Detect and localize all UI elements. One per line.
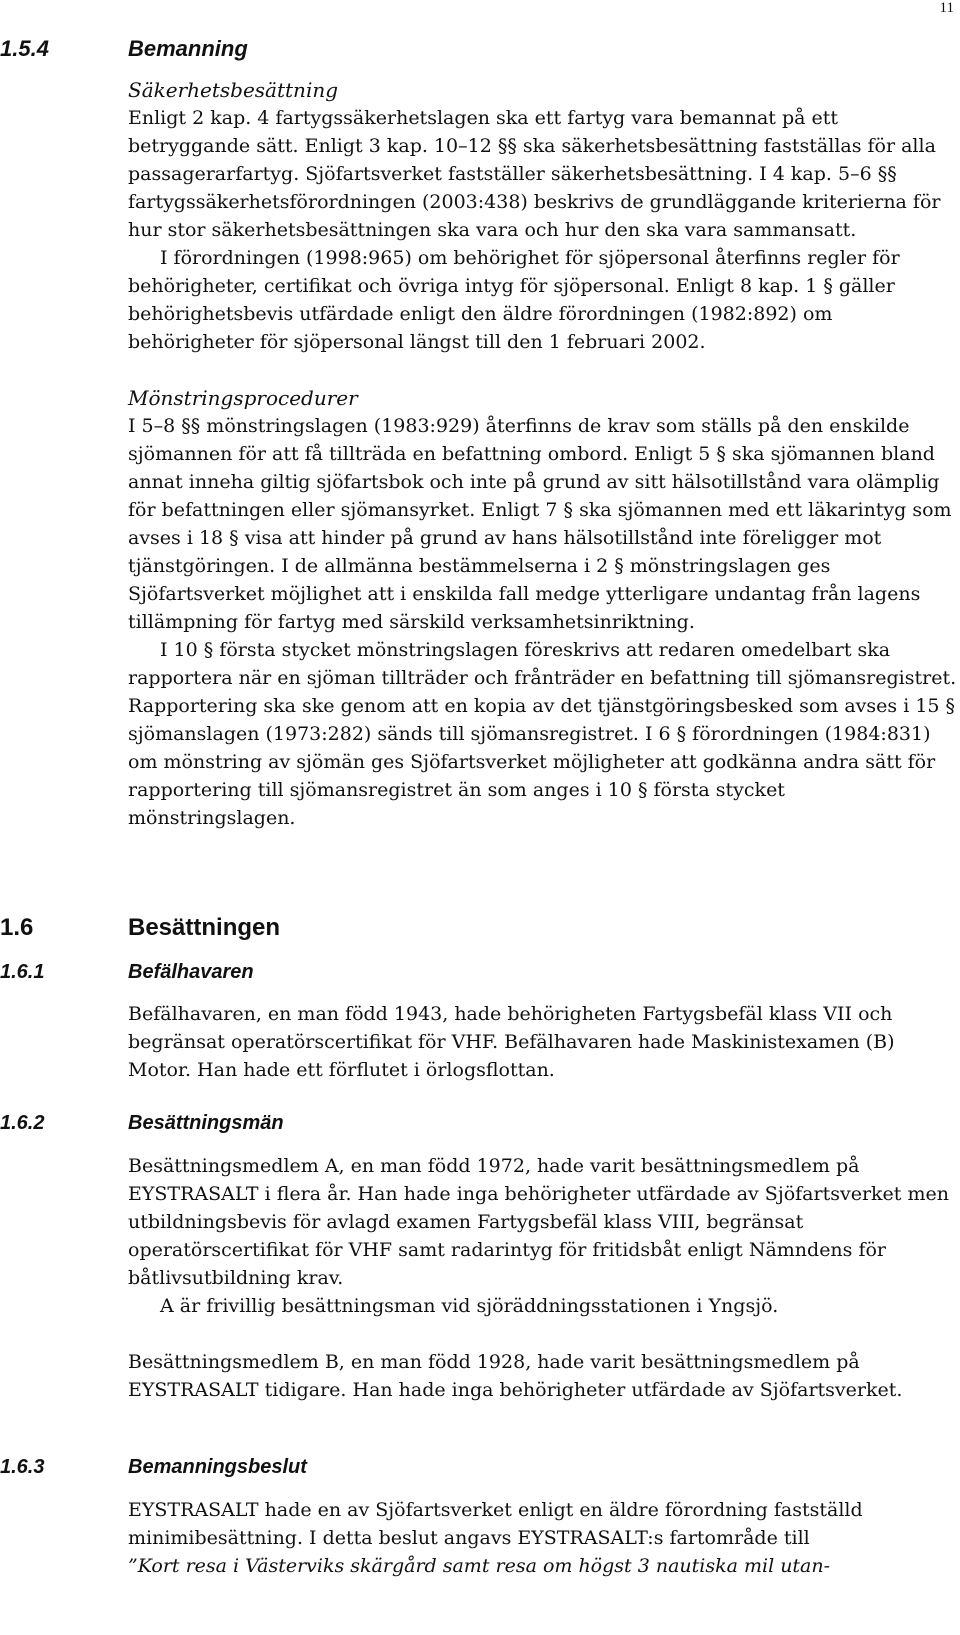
section-number: 1.5.4 <box>0 36 49 61</box>
paragraph: I 10 § första stycket mönstringslagen föreskrivs att redaren omedelbart ska rapportera när en sjöman tillträder och frånträder en befattning till sjömansregistret. Rapportering ska ske genom att en kopia av det tjänstgöringsbesked som avses i 15 § sjömanslagen (1973:282) sänds till sjömansregistret. I 6 § förordningen (1984:831) om mönstring av sjömän ges Sjöfartsverket möjligheter att godkänna andra sätt för rapportering till sjömansregistret än som anges i 10 § första stycket mönstringslagen. <box>128 639 957 829</box>
section-heading-1-6-2 <box>0 1112 284 1135</box>
section-number: 1.6.3 <box>0 1456 45 1478</box>
subheading-sakerhetsbesattning: Säkerhetsbesättning <box>128 78 339 102</box>
section-heading-1-6-1 <box>0 961 254 984</box>
paragraph: Befälhavaren, en man född 1943, hade behörigheten Fartygsbefäl klass VII och begränsat operatörscertifikat för VHF. Befälhavaren hade Maskinistexamen (B) Motor. Han hade ett förflutet i örlogsflottan. <box>128 1003 895 1081</box>
section-title: Bemanning <box>128 36 248 61</box>
page-number: 11 <box>939 0 954 16</box>
section-heading-1-5-4 <box>0 36 248 62</box>
section-body-1-6-3 <box>128 1496 958 1580</box>
section-number: 1.6.2 <box>0 1112 45 1134</box>
section-heading-1-6-3 <box>0 1456 307 1479</box>
section-title: Besättningsmän <box>128 1112 284 1134</box>
quoted-fartomrade: ”Kort resa i Västerviks skärgård samt resa om högst 3 nautiska mil utan- <box>128 1555 831 1577</box>
paragraph: Besättningsmedlem B, en man född 1928, hade varit besättningsmedlem på EYSTRASALT tidigare. Han hade inga behörigheter utfärdade av Sjöfartsverket. <box>128 1351 903 1401</box>
section-number: 1.6.1 <box>0 961 45 983</box>
paragraph: A är frivillig besättningsman vid sjöräddningsstationen i Yngsjö. <box>160 1295 779 1317</box>
section-number: 1.6 <box>0 914 34 941</box>
subheading-monstringsprocedurer: Mönstringsprocedurer <box>128 386 358 410</box>
section-body-1-6-2 <box>128 1152 958 1404</box>
section-heading-1-6 <box>0 914 280 942</box>
paragraph: Besättningsmedlem A, en man född 1972, hade varit besättningsmedlem på EYSTRASALT i flera år. Han hade inga behörigheter utfärdade av Sjöfartsverket men utbildningsbevis för avlagd examen Fartygsbefäl klass VIII, begränsat operatörscertifikat för VHF samt radarintyg för fritidsbåt enligt Nämndens för båtlivsutbildning krav. <box>128 1155 949 1289</box>
section-title: Befälhavaren <box>128 961 254 983</box>
paragraph: I 5–8 §§ mönstringslagen (1983:929) återfinns de krav som ställs på den enskilde sjömannen för att få tillträda en befattning ombord. Enligt 5 § ska sjömannen bland annat inneha giltig sjöfartsbok och inte på grund av sitt hälsotillstånd vara olämplig för befattningen eller sjömansyrket. Enligt 7 § ska sjömannen med ett läkarintyg som avses i 18 § visa att hinder på grund av hans hälsotillstånd inte föreligger mot tjänstgöringen. I de allmänna bestämmelserna i 2 § mönstringslagen ges Sjöfartsverket möjlighet att i enskilda fall medge ytterligare undantag från lagens tillämpning för fartyg med särskild verksamhetsinriktning. <box>128 415 952 633</box>
section-body-1-6-1 <box>128 1000 958 1084</box>
section-title: Bemanningsbeslut <box>128 1456 307 1478</box>
section-title: Besättningen <box>128 914 281 941</box>
paragraph: Enligt 2 kap. 4 fartygssäkerhetslagen ska ett fartyg vara bemannat på ett betryggande sätt. Enligt 3 kap. 10–12 §§ ska säkerhetsbesättning fastställas för alla passagerarfartyg. Sjöfartsverket fastställer säkerhetsbesättning. I 4 kap. 5–6 §§ fartygssäkerhetsförordningen (2003:438) beskrivs de grundläggande kriterierna för hur stor säkerhetsbesättningen ska vara och hur den ska vara sammansatt. <box>128 107 941 241</box>
section-body-1-5-4 <box>128 76 958 832</box>
paragraph: I förordningen (1998:965) om behörighet för sjöpersonal återfinns regler för behörigheter, certifikat och övriga intyg för sjöpersonal. Enligt 8 kap. 1 § gäller behörighetsbevis utfärdade enligt den äldre förordningen (1982:892) om behörigheter för sjöpersonal längst till den 1 februari 2002. <box>128 247 900 353</box>
paragraph: EYSTRASALT hade en av Sjöfartsverket enligt en äldre förordning fastställd minimibesättning. I detta beslut angavs EYSTRASALT:s fartområde till <box>128 1499 863 1549</box>
